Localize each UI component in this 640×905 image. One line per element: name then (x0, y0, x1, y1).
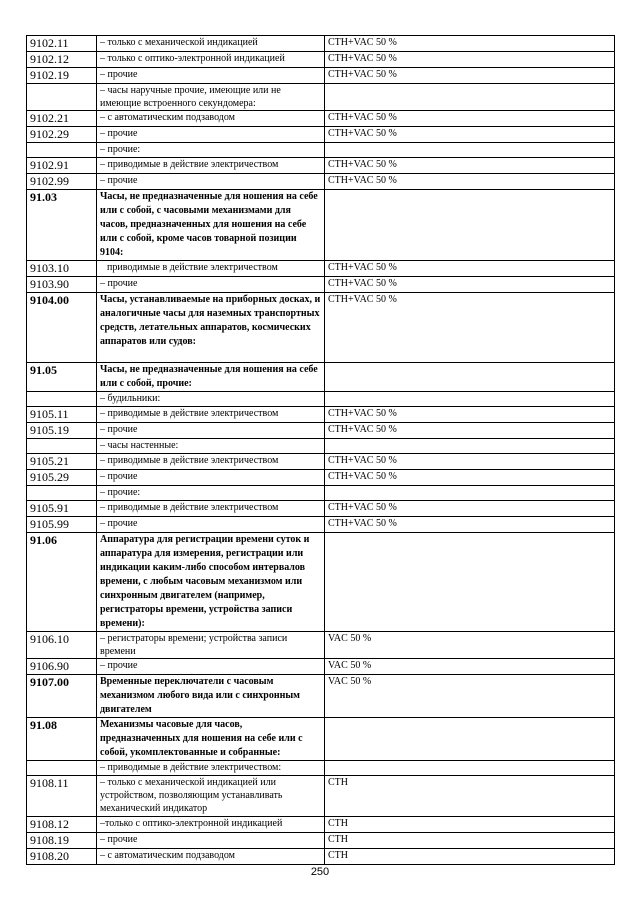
table-row (27, 407, 615, 423)
hs-code (27, 439, 97, 454)
description: – приводимые в действие электричеством: (97, 761, 325, 776)
duty-rate: СТН (325, 833, 615, 849)
description: – прочие (97, 127, 325, 143)
hs-code: 9105.91 (27, 501, 97, 517)
table-row (27, 143, 615, 158)
table-row (27, 84, 615, 111)
table-row (27, 174, 615, 190)
duty-rate: СТН+VAC 50 % (325, 261, 615, 277)
table-row (27, 423, 615, 439)
duty-rate: СТН+VAC 50 % (325, 111, 615, 127)
description: Механизмы часовые для часов, предназначенных для ношения на себе или с собой, укомплектованные и собранные: (97, 718, 325, 761)
hs-code: 9107.00 (27, 675, 97, 718)
table-row (27, 190, 615, 261)
description: Часы, не предназначенные для ношения на себе или с собой, прочие: (97, 363, 325, 392)
duty-rate: СТН+VAC 50 % (325, 407, 615, 423)
hs-code: 91.08 (27, 718, 97, 761)
table-row (27, 718, 615, 761)
hs-code: 9106.10 (27, 632, 97, 659)
description: Аппаратура для регистрации времени суток и аппаратура для измерения, регистрации или индикации каким-либо способом интервалов времени, с любым часовым механизмом или синхронным двигателем (например, регистраторы времени, устройства записи времени): (97, 533, 325, 632)
hs-code: 91.03 (27, 190, 97, 261)
duty-rate: СТН+VAC 50 % (325, 293, 615, 363)
description: – только с механической индикацией или устройством, позволяющим устанавливать механический индикатор (97, 776, 325, 817)
description: – приводимые в действие электричеством (97, 501, 325, 517)
duty-rate (325, 190, 615, 261)
duty-rate (325, 718, 615, 761)
duty-rate: СТН+VAC 50 % (325, 454, 615, 470)
hs-code: 9108.12 (27, 817, 97, 833)
table-row (27, 293, 615, 363)
hs-code: 9102.11 (27, 36, 97, 52)
hs-code: 9103.90 (27, 277, 97, 293)
duty-rate (325, 486, 615, 501)
table-row (27, 363, 615, 392)
description: Временные переключатели с часовым механизмом любого вида или с синхронным двигателем (97, 675, 325, 718)
table-row (27, 761, 615, 776)
description: – прочие (97, 470, 325, 486)
table-row (27, 817, 615, 833)
description: Часы, не предназначенные для ношения на себе или с собой, с часовыми механизмами для часов, предназначенных для ношения на себе или с собой, кроме часов товарной позиции 9104: (97, 190, 325, 261)
hs-code: 9102.91 (27, 158, 97, 174)
duty-rate (325, 143, 615, 158)
hs-code: 9104.00 (27, 293, 97, 363)
hs-code (27, 392, 97, 407)
duty-rate: СТН+VAC 50 % (325, 423, 615, 439)
table-row (27, 533, 615, 632)
hs-code (27, 84, 97, 111)
description: – прочие (97, 68, 325, 84)
table-row (27, 261, 615, 277)
table-row (27, 776, 615, 817)
table-row (27, 833, 615, 849)
description: – приводимые в действие электричеством (97, 158, 325, 174)
description: – прочие (97, 833, 325, 849)
duty-rate: СТН+VAC 50 % (325, 158, 615, 174)
hs-code: 91.05 (27, 363, 97, 392)
hs-code: 9105.29 (27, 470, 97, 486)
description: – прочие (97, 517, 325, 533)
table-row (27, 632, 615, 659)
duty-rate: VAC 50 % (325, 632, 615, 659)
hs-code (27, 761, 97, 776)
description: – приводимые в действие электричеством (97, 407, 325, 423)
hs-code: 9105.19 (27, 423, 97, 439)
description: – часы наручные прочие, имеющие или не имеющие встроенного секундомера: (97, 84, 325, 111)
hs-code: 9103.10 (27, 261, 97, 277)
duty-rate: СТН+VAC 50 % (325, 68, 615, 84)
hs-code: 9108.19 (27, 833, 97, 849)
table-row (27, 68, 615, 84)
table-row (27, 52, 615, 68)
duty-rate (325, 533, 615, 632)
duty-rate: СТН (325, 817, 615, 833)
duty-rate (325, 84, 615, 111)
description: – прочие (97, 659, 325, 675)
hs-code: 9102.99 (27, 174, 97, 190)
hs-code: 91.06 (27, 533, 97, 632)
description: – с автоматическим подзаводом (97, 849, 325, 865)
duty-rate: СТН+VAC 50 % (325, 501, 615, 517)
description: приводимые в действие электричеством (97, 261, 325, 277)
page-number: 250 (310, 866, 330, 878)
description: – прочие: (97, 143, 325, 158)
duty-rate: СТН+VAC 50 % (325, 127, 615, 143)
description: – прочие (97, 423, 325, 439)
description: –только с оптико-электронной индикацией (97, 817, 325, 833)
duty-rate: VAC 50 % (325, 659, 615, 675)
hs-code: 9105.21 (27, 454, 97, 470)
description: – будильники: (97, 392, 325, 407)
hs-code: 9108.11 (27, 776, 97, 817)
table-row (27, 36, 615, 52)
duty-rate (325, 439, 615, 454)
hs-code: 9102.19 (27, 68, 97, 84)
table-row (27, 127, 615, 143)
table-row (27, 470, 615, 486)
duty-rate (325, 392, 615, 407)
table-row (27, 517, 615, 533)
hs-code (27, 143, 97, 158)
duty-rate: VAC 50 % (325, 675, 615, 718)
tariff-table (26, 35, 615, 865)
description: – приводимые в действие электричеством (97, 454, 325, 470)
duty-rate: СТН+VAC 50 % (325, 52, 615, 68)
description: – часы настенные: (97, 439, 325, 454)
hs-code: 9105.99 (27, 517, 97, 533)
duty-rate: СТН+VAC 50 % (325, 470, 615, 486)
hs-code: 9105.11 (27, 407, 97, 423)
hs-code: 9102.29 (27, 127, 97, 143)
duty-rate: СТН+VAC 50 % (325, 277, 615, 293)
duty-rate (325, 363, 615, 392)
duty-rate: СТН (325, 776, 615, 817)
table-row (27, 486, 615, 501)
description: – регистраторы времени; устройства записи времени (97, 632, 325, 659)
description: – прочие (97, 174, 325, 190)
description: – с автоматическим подзаводом (97, 111, 325, 127)
duty-rate: СТН+VAC 50 % (325, 517, 615, 533)
table-row (27, 158, 615, 174)
duty-rate: СТН (325, 849, 615, 865)
description: Часы, устанавливаемые на приборных досках, и аналогичные часы для наземных транспортных средств, летательных аппаратов, космических аппаратов или судов: (97, 293, 325, 363)
table-row (27, 454, 615, 470)
description: – только с механической индикацией (97, 36, 325, 52)
table-row (27, 849, 615, 865)
table-row (27, 277, 615, 293)
hs-code: 9106.90 (27, 659, 97, 675)
description: – прочие (97, 277, 325, 293)
description: – прочие: (97, 486, 325, 501)
table-row (27, 111, 615, 127)
duty-rate: СТН+VAC 50 % (325, 174, 615, 190)
description: – только с оптико-электронной индикацией (97, 52, 325, 68)
hs-code: 9102.12 (27, 52, 97, 68)
duty-rate: СТН+VAC 50 % (325, 36, 615, 52)
hs-code (27, 486, 97, 501)
table-row (27, 675, 615, 718)
hs-code: 9108.20 (27, 849, 97, 865)
duty-rate (325, 761, 615, 776)
hs-code: 9102.21 (27, 111, 97, 127)
table-row (27, 659, 615, 675)
table-row (27, 439, 615, 454)
table-row (27, 501, 615, 517)
table-row (27, 392, 615, 407)
